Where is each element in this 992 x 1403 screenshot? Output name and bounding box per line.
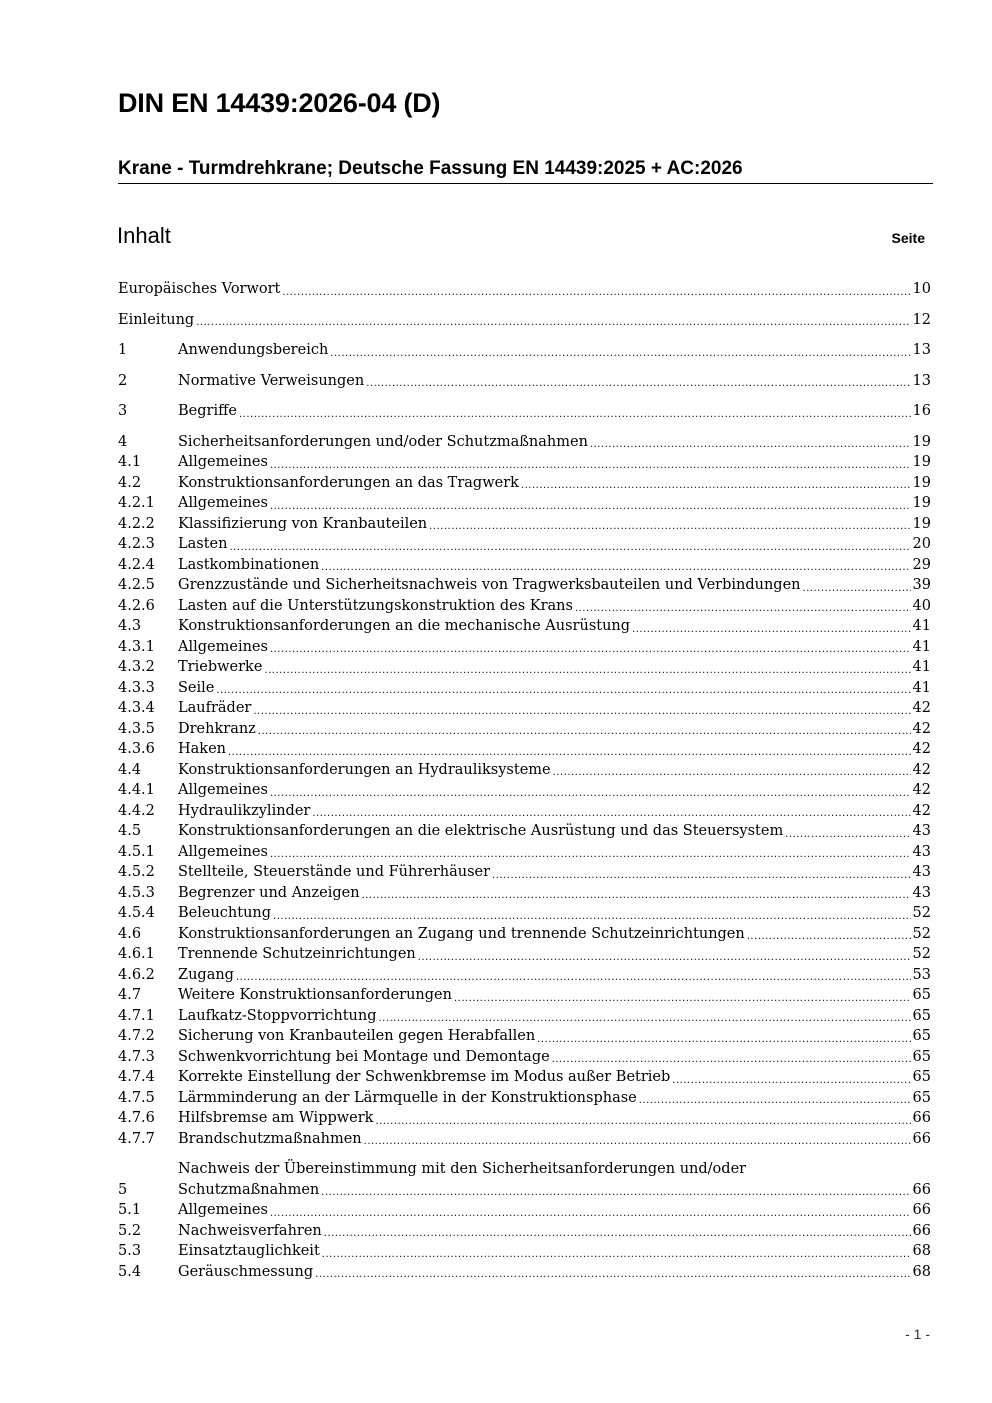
toc-entry-number: 1 [118,342,128,358]
toc-entry-title: Hydraulikzylinder [178,802,311,819]
toc-entry-title: Europäisches Vorwort [118,281,281,297]
toc-entry-title: Lasten [178,536,228,552]
toc-entry-title: Beleuchtung [178,905,272,921]
toc-entry-page: 19 [912,433,931,450]
toc-entry[interactable] [118,965,931,986]
toc-entry-number: 4.3.2 [118,659,155,675]
toc-leader-dots [429,520,910,534]
toc-entry-page: 13 [912,372,931,389]
toc-entry-number: 4.2 [118,474,142,491]
toc-entry-page: 16 [912,403,931,419]
toc-entry[interactable] [118,596,931,617]
toc-entry-page: 29 [912,556,931,573]
toc-entry-number: 4.5 [118,823,142,839]
toc-entry-page: 19 [912,474,931,491]
toc-leader-dots [229,541,910,555]
toc-entry[interactable] [118,1200,931,1221]
toc-entry-title: Geräuschmessung [178,1263,314,1280]
toc-entry-page: 42 [912,802,931,819]
toc-leader-dots [236,971,911,985]
toc-entry-number: 4.7 [118,987,142,1003]
toc-leader-dots [803,582,911,596]
toc-entry-title: Konstruktionsanforderungen an Hydrauliksysteme [178,761,551,778]
toc-entry-title: Korrekte Einstellung der Schwenkbremse im Modus außer Betrieb [178,1069,671,1085]
toc-leader-dots [362,889,911,903]
toc-entry-title: Lastkombinationen [178,556,320,573]
toc-entry-title: Zugang [178,966,234,983]
toc-entry-number: 4.4.1 [118,782,155,798]
toc-leader-dots [322,1248,911,1262]
toc-leader-dots [379,1012,911,1026]
toc-entry-title: Allgemeines [178,843,268,860]
toc-leader-dots [366,377,910,391]
toc-entry-number: 5.4 [118,1263,142,1280]
toc-entry-page: 66 [912,1222,931,1239]
toc-entry-title: Konstruktionsanforderungen an Zugang und trennende Schutzeinrichtungen [178,925,745,942]
toc-entry-page: 12 [912,311,931,328]
toc-entry-title: Triebwerke [178,659,263,675]
toc-entry-page: 65 [912,1007,931,1024]
toc-entry-number: 4.5.1 [118,843,155,860]
toc-entry[interactable] [118,1006,931,1027]
toc-entry[interactable] [118,985,931,1006]
toc-entry-title: Konstruktionsanforderungen an die elektrische Ausrüstung und das Steuersystem [178,823,784,839]
toc-entry-number: 4.7.3 [118,1048,155,1065]
toc-entry-title: Hilfsbremse am Wippwerk [178,1110,374,1126]
toc-entry-page: 43 [912,884,931,901]
toc-entry-title: Stellteile, Steuerstände und Führerhäuser [178,864,491,880]
toc-leader-dots [270,787,911,801]
toc-entry-page: 41 [912,659,931,675]
document-id: DIN EN 14439:2026-04 (D) [118,88,441,118]
toc-entry-number: 3 [118,403,128,419]
toc-entry-title: Haken [178,741,226,757]
toc-entry-title: Lärmminderung an der Lärmquelle in der Konstruktionsphase [178,1089,637,1106]
toc-entry-page: 65 [912,1048,931,1065]
toc-entry-title: Sicherung von Kranbauteilen gegen Herabfallen [178,1028,536,1044]
toc-leader-dots [258,725,911,739]
toc-leader-dots [537,1033,910,1047]
toc-entry-page: 68 [912,1263,931,1280]
toc-leader-dots [216,684,910,698]
toc-entry-page: 42 [912,782,931,798]
toc-entry[interactable] [118,821,931,842]
toc-entry[interactable] [118,760,931,781]
toc-entry-number: 4.7.6 [118,1110,155,1126]
toc-entry-number: 4 [118,433,128,450]
toc-entry[interactable] [118,401,931,422]
toc-entry[interactable] [118,678,931,699]
toc-leader-dots [270,1207,911,1221]
toc-entry-page: 43 [912,823,931,839]
toc-entry-number: 4.7.5 [118,1089,155,1106]
toc-leader-dots [282,286,910,300]
toc-entry-number: 4.2.1 [118,495,155,511]
toc-leader-dots [228,746,911,760]
toc-leader-dots [315,1268,910,1282]
toc-entry-title: Anwendungsbereich [178,342,329,358]
toc-entry[interactable] [118,432,931,453]
toc-entry-number: 4.3.6 [118,741,155,757]
toc-entry-page: 68 [912,1243,931,1259]
toc-leader-dots [454,992,911,1006]
toc-entry[interactable] [118,657,931,678]
toc-leader-dots [270,459,911,473]
toc-leader-dots [418,951,911,965]
toc-entry[interactable] [118,575,931,596]
toc-entry-title: Konstruktionsanforderungen an die mechanische Ausrüstung [178,618,631,634]
toc-leader-dots [196,316,910,330]
toc-entry[interactable] [118,1047,931,1068]
toc-entry[interactable] [118,1262,931,1283]
toc-entry[interactable] [118,780,931,801]
toc-entry-page: 65 [912,987,931,1003]
toc-entry[interactable] [118,862,931,883]
toc-entry-number: 4.7.1 [118,1007,155,1024]
toc-entry-number: 4.5.3 [118,884,155,901]
toc-entry-number: 4.4 [118,761,142,778]
document-subtitle: Krane - Turmdrehkrane; Deutsche Fassung EN 14439:2025 + AC:2026 [118,158,933,184]
toc-leader-dots [553,766,911,780]
toc-leader-dots [312,807,910,821]
toc-entry-title: Allgemeines [178,495,268,511]
table-of-contents [118,279,931,1282]
toc-leader-dots [632,623,910,637]
toc-leader-dots [575,602,911,616]
toc-entry[interactable] [118,842,931,863]
toc-entry-page: 42 [912,700,931,716]
toc-entry-title: Konstruktionsanforderungen an das Tragwerk [178,474,519,491]
toc-entry-title: Allgemeines [178,782,268,798]
toc-entry[interactable] [118,739,931,760]
toc-entry[interactable] [118,1026,931,1047]
toc-entry[interactable] [118,1108,931,1129]
toc-entry-page: 20 [912,536,931,552]
toc-entry-title: Begriffe [178,403,237,419]
toc-entry[interactable] [118,493,931,514]
toc-entry-number: 5.3 [118,1243,142,1259]
toc-entry[interactable] [118,1088,931,1109]
toc-entry[interactable] [118,340,931,361]
toc-leader-dots [785,828,910,842]
toc-entry-number: 4.7.2 [118,1028,155,1044]
toc-entry[interactable] [118,1159,931,1200]
toc-entry[interactable] [118,883,931,904]
toc-entry[interactable] [118,1241,931,1262]
toc-entry-number: 4.2.6 [118,597,155,614]
toc-entry-title: Klassifizierung von Kranbauteilen [178,515,428,532]
toc-entry[interactable] [118,944,931,965]
toc-entry-page: 52 [912,905,931,921]
toc-leader-dots [270,500,911,514]
toc-entry-title: Laufräder [178,700,252,716]
page-number: - 1 - [905,1326,930,1342]
toc-entry-page: 39 [912,577,931,593]
toc-leader-dots [330,347,910,361]
toc-entry-number: 4.5.2 [118,864,155,880]
toc-entry-title: Einleitung [118,311,195,328]
toc-entry[interactable] [118,801,931,822]
toc-entry-title: Grenzzustände und Sicherheitsnachweis von Tragwerksbauteilen und Verbindungen [178,577,801,593]
toc-page-label: Seite [891,230,925,246]
toc-entry-title: Nachweisverfahren [178,1222,322,1239]
toc-entry-title: Begrenzer und Anzeigen [178,884,360,901]
toc-entry-page: 13 [912,342,931,358]
toc-entry[interactable] [118,698,931,719]
toc-entry-page: 10 [912,281,931,297]
toc-entry-number: 4.1 [118,454,142,470]
toc-entry-number: 2 [118,372,128,389]
toc-entry-title: Seile [178,679,215,696]
toc-leader-dots [492,869,911,883]
toc-entry-number: 4.6.1 [118,946,155,962]
toc-entry-page: 52 [912,946,931,962]
toc-leader-dots [521,479,911,493]
toc-entry-title: Weitere Konstruktionsanforderungen [178,987,452,1003]
toc-entry[interactable] [118,637,931,658]
toc-entry[interactable] [118,1129,931,1150]
toc-entry-page: 66 [912,1181,931,1198]
toc-entry[interactable] [118,279,931,300]
toc-entry-title: Nachweis der Übereinstimmung mit den Sicherheitsanforderungen und/oder Schutzmaßnahmen ..... 66 [178,1159,931,1200]
toc-entry-number: 4.3.3 [118,679,155,696]
toc-entry-number: 4.3.5 [118,720,155,737]
toc-entry-title: Allgemeines [178,638,268,655]
toc-entry-number: 4.4.2 [118,802,155,819]
toc-entry-number: 5 [118,1181,128,1198]
toc-heading: Inhalt [117,223,171,248]
toc-entry[interactable] [118,514,931,535]
toc-leader-dots [590,438,911,452]
toc-entry-page: 65 [912,1028,931,1044]
toc-entry-page: 42 [912,761,931,778]
toc-entry-page: 41 [912,618,931,634]
toc-leader-dots [747,930,911,944]
toc-leader-dots [264,664,910,678]
toc-entry-number: 5.2 [118,1222,142,1239]
toc-entry-page: 66 [912,1202,931,1218]
toc-entry-page: 66 [912,1130,931,1147]
toc-entry-page: 42 [912,741,931,757]
toc-entry-page: 42 [912,720,931,737]
toc-entry-number: 4.5.4 [118,905,155,921]
toc-entry-number: 4.7.7 [118,1130,155,1147]
toc-leader-dots [273,910,911,924]
toc-leader-dots [364,1135,911,1149]
toc-entry-title: Brandschutzmaßnahmen [178,1130,362,1147]
toc-entry[interactable] [118,473,931,494]
toc-entry-page: 43 [912,864,931,880]
toc-entry[interactable] [118,534,931,555]
toc-leader-dots [324,1227,911,1241]
toc-entry-title: Einsatztauglichkeit [178,1243,320,1259]
toc-entry-page: 19 [912,454,931,470]
toc-entry-number: 4.3 [118,618,142,634]
toc-leader-dots [239,408,911,422]
toc-entry[interactable] [118,616,931,637]
toc-entry-page: 43 [912,843,931,860]
toc-entry-page: 65 [912,1089,931,1106]
toc-entry-number: 5.1 [118,1202,142,1218]
toc-entry[interactable] [118,371,931,392]
toc-entry-title: Trennende Schutzeinrichtungen [178,946,416,962]
toc-entry-page: 19 [912,515,931,532]
toc-entry-title: Allgemeines [178,1202,268,1218]
toc-entry-page: 19 [912,495,931,511]
toc-leader-dots [321,561,910,575]
toc-entry[interactable] [118,903,931,924]
toc-entry-title: Laufkatz-Stoppvorrichtung [178,1007,377,1024]
toc-entry[interactable] [118,924,931,945]
toc-entry[interactable] [118,452,931,473]
toc-entry-page: 53 [912,966,931,983]
toc-entry-page: 52 [912,925,931,942]
toc-leader-dots [253,705,910,719]
toc-leader-dots [321,1186,910,1200]
toc-entry[interactable] [118,1067,931,1088]
toc-entry-number: 4.2.3 [118,536,155,552]
toc-leader-dots [552,1053,911,1067]
toc-entry-number: 4.2.4 [118,556,155,573]
toc-leader-dots [375,1115,910,1129]
toc-entry[interactable] [118,1221,931,1242]
toc-entry[interactable] [118,555,931,576]
toc-entry-page: 41 [912,679,931,696]
toc-entry-number: 4.2.2 [118,515,155,532]
toc-leader-dots [270,848,911,862]
toc-entry-title: Lasten auf die Unterstützungskonstruktion des Krans [178,597,573,614]
toc-entry-page: 41 [912,638,931,655]
toc-leader-dots [270,643,911,657]
toc-entry-number: 4.7.4 [118,1069,155,1085]
toc-entry-number: 4.3.4 [118,700,155,716]
toc-entry-page: 40 [912,597,931,614]
toc-entry-title: Allgemeines [178,454,268,470]
toc-entry-title: Schwenkvorrichtung bei Montage und Demontage [178,1048,550,1065]
toc-leader-dots [639,1094,911,1108]
toc-entry-title: Drehkranz [178,720,256,737]
toc-entry-number: 4.6 [118,925,142,942]
toc-leader-dots [672,1074,910,1088]
toc-entry-number: 4.3.1 [118,638,155,655]
toc-entry-number: 4.6.2 [118,966,155,983]
toc-entry-page: 65 [912,1069,931,1085]
toc-entry-title: Sicherheitsanforderungen und/oder Schutzmaßnahmen [178,433,588,450]
toc-entry-title: Normative Verweisungen [178,372,365,389]
toc-entry-number: 4.2.5 [118,577,155,593]
toc-entry-page: 66 [912,1110,931,1126]
toc-entry[interactable] [118,719,931,740]
toc-entry[interactable] [118,310,931,331]
